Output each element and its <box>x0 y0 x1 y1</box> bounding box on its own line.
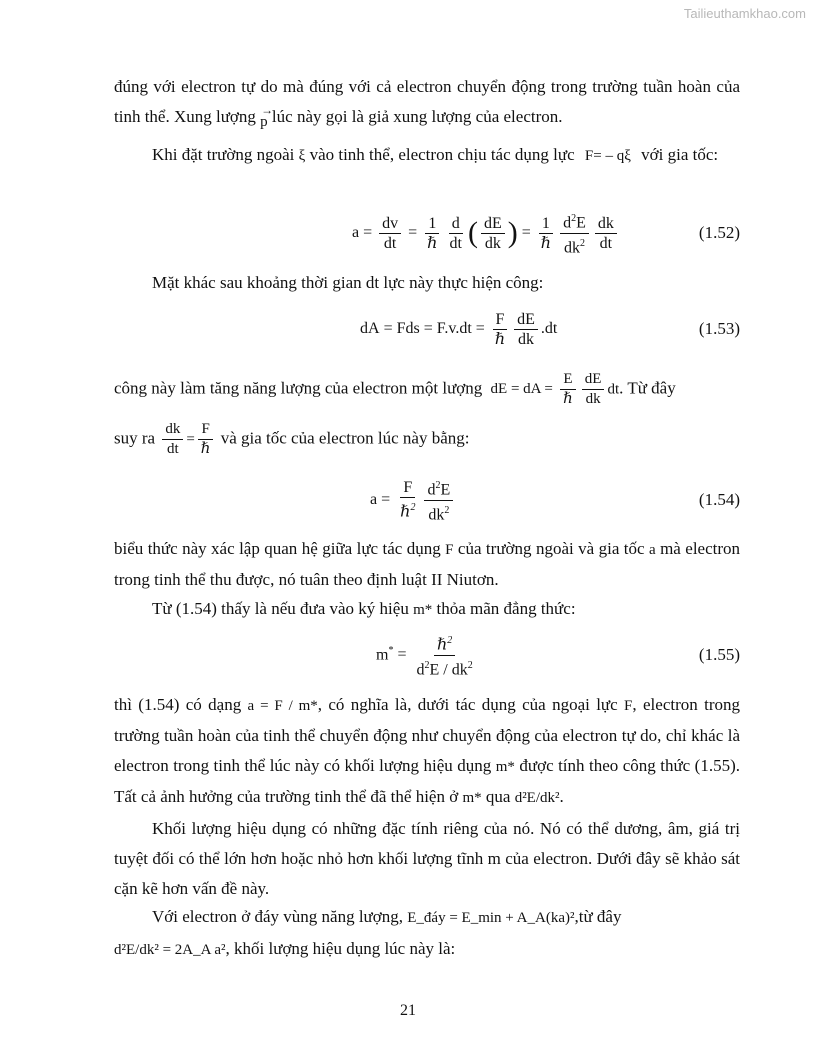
paragraph-5: suy ra $\frac{dk}{dt}$ = $\frac{F}{\text{ℏ}}$ và gia tốc của electron lúc này bằng: <box>114 421 470 457</box>
paragraph-4: công này làm tăng năng lượng của electron một lượng dE = dA = $\frac{E}{\text{ℏ}}$ $\frac{dE}{dk}$ dt. Từ đây <box>114 371 676 407</box>
equation-1-54: a = $\frac{F}{\hbar^2}$ $\frac{d^2E}{dk^2}$ (1.54) <box>114 475 740 525</box>
paragraph-7: Từ (1.54) thấy là nếu đưa vào ký hiệu m* thỏa mãn đẳng thức: <box>152 599 576 618</box>
paragraph-1: đúng với electron tự do mà đúng với cả electron chuyển động trong trường tuần hoàn của tinh thể. Xung lượng → p lúc này gọi là giả xung lượng của electron. <box>114 77 740 130</box>
paragraph-9: Khối lượng hiệu dụng có những đặc tính riêng của nó. Nó có thể dương, âm, giá trị tuyệt đối có thể lớn hơn hoặc nhỏ hơn khối lượng tĩnh m của electron. Dưới đây sẽ khảo sát cặn kẽ hơn vấn đề này. <box>114 819 740 898</box>
equation-1-55: m* = $\frac{\hbar^2}{d^2E / dk^2}$ (1.55) <box>114 630 740 680</box>
paragraph-2: Khi đặt trường ngoài ξ vào tinh thể, electron chịu tác dụng lực F= – qξ với gia tốc: <box>152 145 719 164</box>
equation-number: (1.54) <box>698 490 740 509</box>
equation-1-53: dA = Fds = F.v.dt = $\frac{F}{\text{ℏ}}$ $\frac{dE}{dk}$ .dt (1.53) <box>360 310 740 348</box>
equation-1-52: a = $\frac{dv}{dt}$ = $\frac{1}{\text{ℏ}}$ $\frac{d}{dt}$ ( $\frac{dE}{dk}$ ) = $\frac{1}{\text{ℏ}}$ $\frac{d^2E}{dk^2}$ $\frac{dk}{dt}$ (1.52) <box>114 208 740 258</box>
paragraph-11: d²E/dk² = 2A_A a², khối lượng hiệu dụng lúc này là: <box>114 939 456 958</box>
paragraph-10: Với electron ở đáy vùng năng lượng, E_đáy = E_min + A_A(ka)²,từ đây <box>152 907 622 926</box>
paragraph-6: biểu thức này xác lập quan hệ giữa lực tác dụng F của trường ngoài và gia tốc a mà electron trong tinh thể thu được, nó tuân theo định luật II Niutơn. <box>114 539 741 589</box>
equation-number: (1.55) <box>698 645 740 664</box>
watermark: Tailieuthamkhao.com <box>683 6 806 21</box>
equation-number: (1.52) <box>698 223 740 242</box>
paragraph-3: Mặt khác sau khoảng thời gian dt lực này thực hiện công: <box>152 273 544 292</box>
equation-number: (1.53) <box>698 319 740 338</box>
paragraph-8: thì (1.54) có dạng a = F / m*, có nghĩa là, dưới tác dụng của ngoại lực F, electron trong trường tuần hoàn của tinh thể chuyển động như chuyển động của electron tự do, chỉ khác là electron trong tinh thể lúc này có khối lượng hiệu dụng m* được tính theo công thức (1.55). Tất cả ảnh hưởng của trường tinh thể đã thể hiện ở m* qua d²E/dk². <box>114 695 741 806</box>
page-number: 21 <box>400 1002 416 1019</box>
